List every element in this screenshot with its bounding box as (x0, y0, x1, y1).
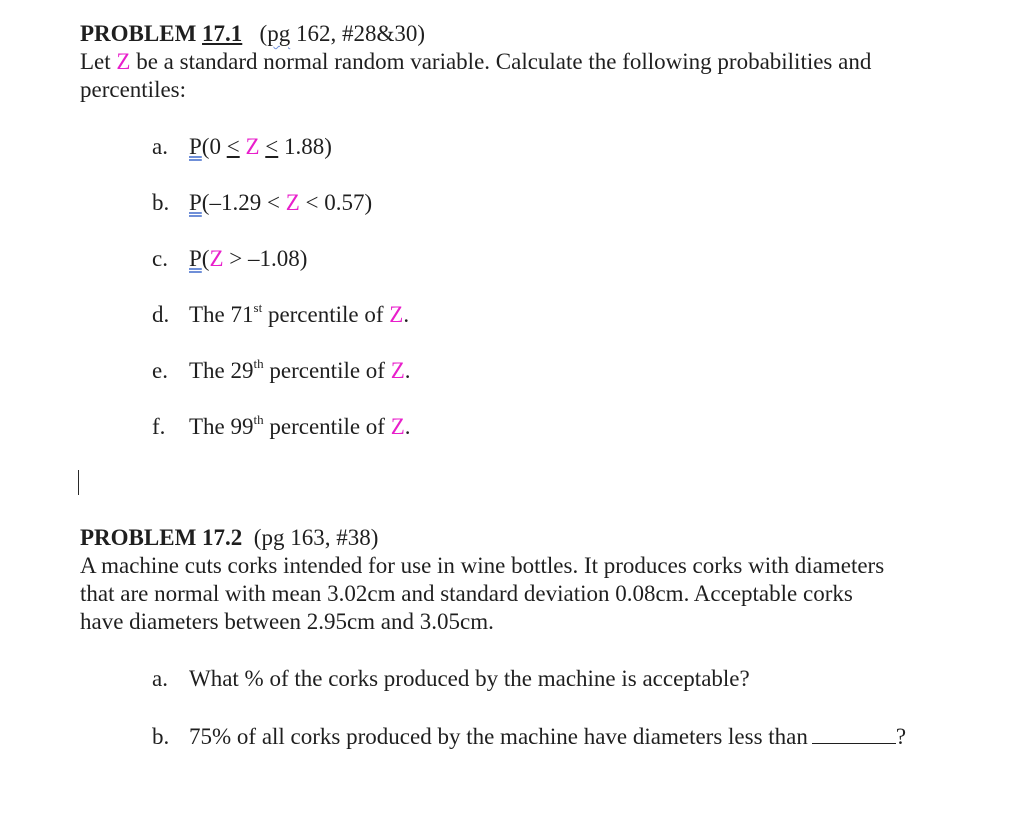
z-variable: Z (390, 414, 405, 439)
prob-pre: (0 (201, 134, 227, 159)
problem-2-heading (80, 524, 378, 552)
prob-pre: ( (201, 246, 210, 271)
item-letter: b. (152, 190, 170, 215)
item-end: ? (895, 724, 907, 749)
ordinal-suffix: th (253, 356, 264, 371)
problem-2-item-b (152, 721, 906, 751)
problem-1-ref-rest: 162, #28&30) (290, 21, 426, 46)
problem-2-title: PROBLEM 17.2 (80, 525, 243, 550)
problem-1-ref: (pg 162, #28&30) (248, 21, 426, 46)
le-symbol: < (265, 134, 279, 159)
problem-1-number: 17.1 (202, 21, 243, 46)
problem-1-intro-line-2: percentiles: (80, 77, 187, 102)
intro-text-a: Let (80, 49, 117, 74)
problem-1-item-e (152, 357, 411, 388)
item-end: . (403, 302, 410, 327)
problem-1-item-a (152, 133, 332, 161)
problem-1-title: PROBLEM (80, 21, 197, 46)
item-text-a: The 99 (189, 414, 254, 439)
problem-1-intro (80, 48, 960, 104)
prob-post: 1.88) (278, 134, 332, 159)
item-letter: c. (152, 246, 168, 271)
problem-1-ref-pg: pg (267, 21, 291, 46)
prob-post: < 0.57) (299, 190, 373, 215)
item-text-b: percentile of (263, 414, 391, 439)
z-variable: Z (209, 246, 224, 271)
problem-2-line-3: have diameters between 2.95cm and 3.05cm. (80, 609, 494, 634)
text-cursor[interactable] (78, 470, 79, 495)
problem-2-ref: (pg 163, #38) (253, 525, 379, 550)
problem-1-heading (80, 20, 425, 48)
problem-1-item-b (152, 189, 372, 217)
item-text: What % of the corks produced by the machine is acceptable? (189, 666, 750, 691)
prob-pre: (–1.29 < (201, 190, 286, 215)
item-end: . (404, 414, 411, 439)
item-text-a: The 71 (189, 302, 254, 327)
item-letter: b. (152, 724, 170, 749)
problem-1-item-f (152, 413, 411, 444)
ordinal-suffix: st (253, 300, 263, 315)
z-variable: Z (116, 49, 131, 74)
item-letter: a. (152, 666, 168, 691)
item-text-a: The 29 (189, 358, 254, 383)
prob-p: P (189, 134, 202, 159)
prob-p: P (189, 246, 202, 271)
problem-1-item-d (152, 301, 409, 332)
problem-2-line-2: that are normal with mean 3.02cm and standard deviation 0.08cm. Acceptable corks (80, 581, 853, 606)
problem-1-item-c (152, 245, 307, 273)
z-variable: Z (285, 190, 300, 215)
item-end: . (404, 358, 411, 383)
item-letter: d. (152, 302, 170, 327)
item-letter: e. (152, 358, 168, 383)
z-variable: Z (389, 302, 404, 327)
item-letter: a. (152, 134, 168, 159)
z-variable: Z (390, 358, 405, 383)
problem-1-intro-line-1 (80, 48, 960, 76)
intro-text-b: be a standard normal random variable. Calculate the following probabilities and (130, 49, 872, 74)
problem-2-intro (80, 552, 960, 636)
problem-2-item-a (152, 665, 750, 693)
z-variable: Z (245, 134, 260, 159)
le-symbol: < (226, 134, 240, 159)
item-text-b: percentile of (262, 302, 390, 327)
item-letter: f. (152, 414, 166, 439)
prob-post: > –1.08) (223, 246, 308, 271)
item-text: 75% of all corks produced by the machine have diameters less than (189, 724, 808, 749)
problem-2-line-1: A machine cuts corks intended for use in wine bottles. It produces corks with diameters (80, 553, 885, 578)
prob-p: P (189, 190, 202, 215)
answer-blank[interactable] (812, 721, 896, 744)
item-text-b: percentile of (263, 358, 391, 383)
ordinal-suffix: th (253, 412, 264, 427)
